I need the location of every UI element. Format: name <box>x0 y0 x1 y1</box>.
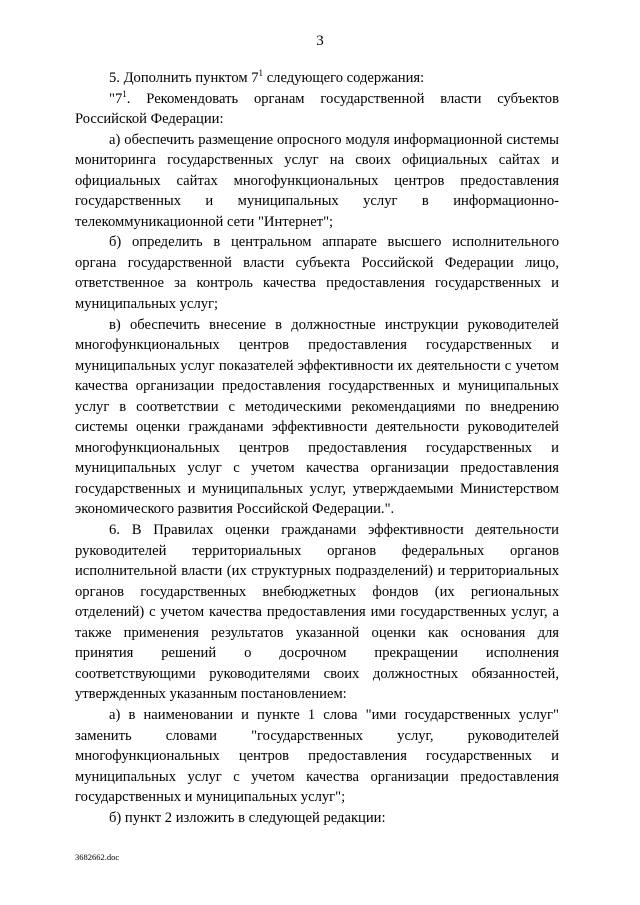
paragraph-a: а) обеспечить размещение опросного модуля информационной системы мониторинга государственных услуг на своих официальных сайтах и официальных сайтах многофункциональных центров предоставления государственных и муниципальных услуг в информационно-телекоммуникационной сети "Интернет"; <box>75 131 559 230</box>
file-name-footer: 3682662.doc <box>75 852 120 862</box>
paragraph-v: в) обеспечить внесение в должностные инструкции руководителей многофункциональных центров предоставления государственных и муниципальных услуг показателей эффективности их деятельности с учетом качества организации предоставления государственных и муниципальных услуг в соответствии с методическими рекомендациями по внедрению системы оценки гражданами эффективности деятельности руководителей многофункциональных центров предоставления государственных и муниципальных услуг с учетом качества организации предоставления государственных и муниципальных услуг, утверждаемыми Министерством экономического развития Российской Федерации.". <box>75 316 559 518</box>
paragraph-text: "7 <box>109 90 123 107</box>
paragraph-text: . Рекомендовать органам государственной власти субъектов Российской Федерации: <box>75 90 559 128</box>
paragraph-text: следующего содержания: <box>263 70 425 86</box>
paragraph-5 <box>75 68 559 89</box>
paragraph-6: 6. В Правилах оценки гражданами эффективности деятельности руководителей территориальных органов федеральных органов исполнительной власти (их структурных подразделений) и территориальных органов государственных внебюджетных фондов (их региональных отделений) с учетом качества предоставления ими государственных услуг, а также применения результатов указанной оценки как основания для принятия решений о досрочном прекращении исполнения соответствующими руководителями своих должностных обязанностей, утвержденных указанным постановлением: <box>75 522 559 703</box>
paragraph-7-1 <box>75 89 559 130</box>
page-number: 3 <box>316 33 324 49</box>
paragraph-6-b: б) пункт 2 изложить в следующей редакции: <box>109 809 386 826</box>
paragraph-b: б) определить в центральном аппарате высшего исполнительного органа государственной власти субъекта Российской Федерации лицо, ответственное за контроль качества предоставления государственных и муниципальных услуг; <box>75 234 559 313</box>
paragraph-text: 5. Дополнить пунктом 7 <box>109 70 259 86</box>
superscript: 1 <box>122 88 127 99</box>
document-body <box>75 68 559 828</box>
paragraph-6-a: а) в наименовании и пункте 1 слова "ими государственных услуг" заменить словами "государственных услуг, руководителей многофункциональных центров предоставления государственных и муниципальных услуг с учетом качества организации предоставления государственных и муниципальных услуг"; <box>75 706 559 806</box>
superscript: 1 <box>258 68 264 78</box>
